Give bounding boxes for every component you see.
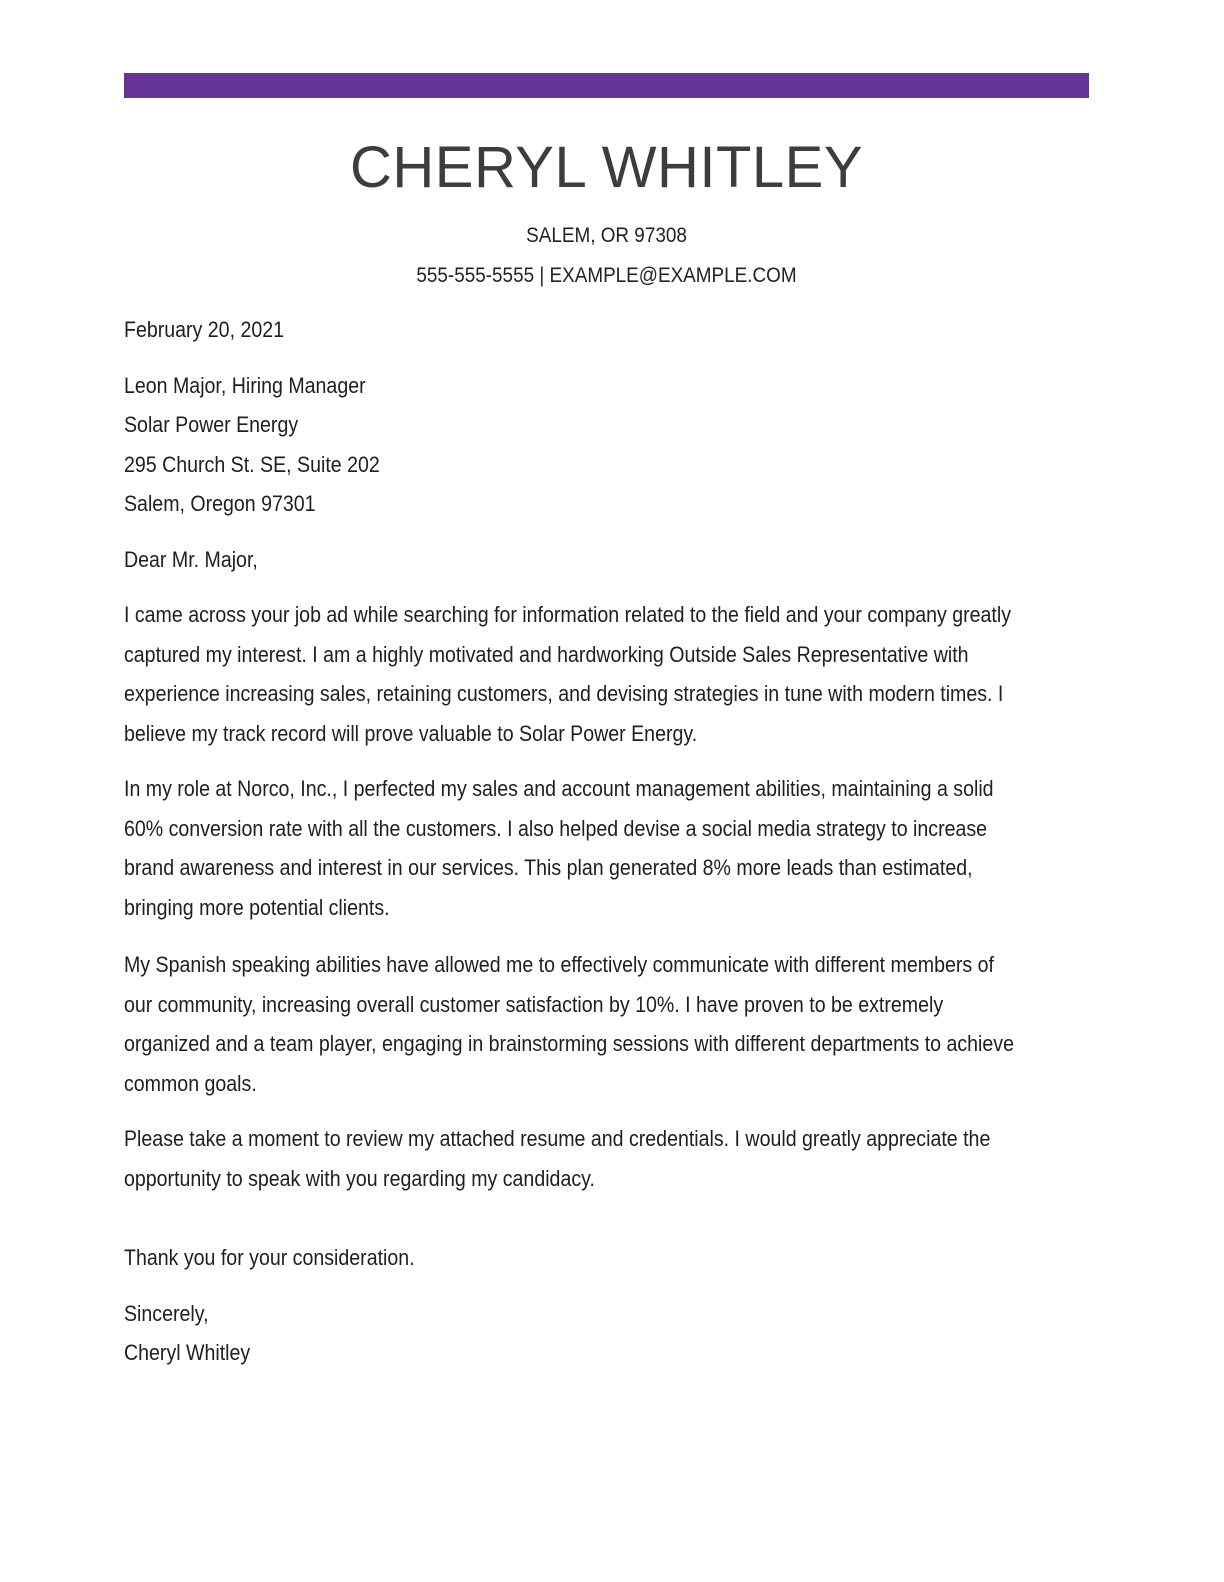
letter-date: February 20, 2021 [124, 317, 285, 342]
thanks-line: Thank you for your consideration. [124, 1245, 415, 1270]
recipient-name-title: Leon Major, Hiring Manager [124, 372, 366, 398]
applicant-phone-email: 555-555-5555 | EXAMPLE@EXAMPLE.COM [416, 264, 797, 287]
recipient-company: Solar Power Energy [124, 412, 299, 437]
recipient-city: Salem, Oregon 97301 [124, 491, 316, 516]
body-paragraph: I came across your job ad while searching for information related to the field and your company greatly captured my interest. I am a highly motivated and hardworking Outside Sales Representative with experience increasing sales, retaining customers, and devising strategies in tune with modern times. I believe my track record will prove valuable to Solar Power Energy. [124, 602, 1012, 746]
accent-bar [124, 73, 1089, 98]
body-paragraph: My Spanish speaking abilities have allowed me to effectively communicate with different members of our community, increasing overall customer satisfaction by 10%. I have proven to be extremely organized and a team player, engaging in brainstorming sessions with different departments to achieve common goals. [124, 952, 1014, 1096]
recipient-street: 295 Church St. SE, Suite 202 [124, 451, 380, 477]
letter-header [124, 130, 1089, 296]
closing: Sincerely, [124, 1300, 209, 1326]
signature: Cheryl Whitley [124, 1340, 251, 1365]
applicant-location: SALEM, OR 97308 [526, 224, 687, 247]
body-paragraph: In my role at Norco, Inc., I perfected my sales and account management abilities, maintaining a solid 60% conversion rate with all the customers. I also helped devise a social media strategy to increase brand awareness and interest in our services. This plan generated 8% more leads than estimated, bringing more potential clients. [124, 776, 994, 920]
applicant-name: CHERYL WHITLEY [350, 135, 863, 200]
body-paragraph: Please take a moment to review my attached resume and credentials. I would greatly appreciate the opportunity to speak with you regarding my candidacy. [124, 1126, 991, 1191]
letter-body [124, 310, 1014, 1373]
salutation: Dear Mr. Major, [124, 546, 258, 572]
recipient-address [124, 366, 1014, 524]
